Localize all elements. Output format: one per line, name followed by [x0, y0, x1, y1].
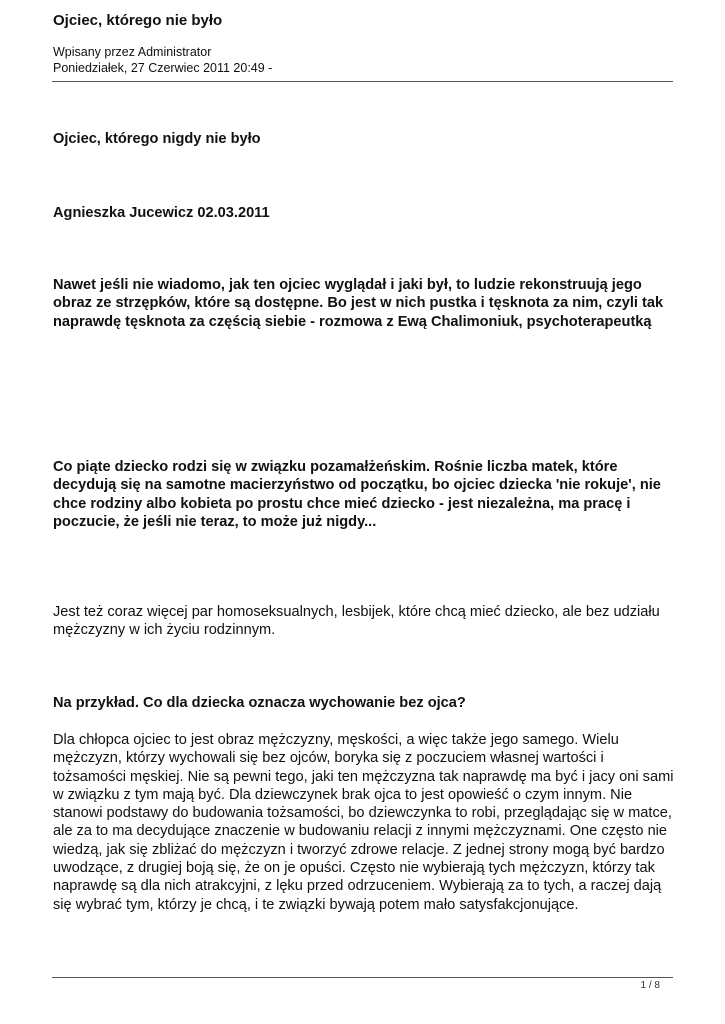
article-meta — [53, 44, 272, 76]
interview-question-2: Na przykład. Co dla dziecka oznacza wychowanie bez ojca? — [53, 695, 466, 711]
article-byline: Agnieszka Jucewicz 02.03.2011 — [53, 205, 270, 221]
footer-divider — [52, 977, 673, 978]
page-number: 1 / 8 — [640, 980, 660, 991]
date-line: Poniedziałek, 27 Czerwiec 2011 20:49 - — [53, 61, 273, 75]
article-lead: Nawet jeśli nie wiadomo, jak ten ojciec wyglądał i jaki był, to ludzie rekonstruują jego obraz ze strzępków, które są dostępne. Bo jest w nich pustka i tęsknota za nim, czyli tak naprawdę tęsknota za częścią siebie - rozmowa z Ewą Chalimoniuk, psychoterapeutką — [53, 277, 664, 330]
article-heading: Ojciec, którego nigdy nie było — [53, 131, 261, 147]
paragraph-1: Jest też coraz więcej par homoseksualnych, lesbijek, które chcą mieć dziecko, ale bez udziału mężczyzny w ich życiu rodzinnym. — [53, 604, 660, 639]
header-divider — [52, 81, 673, 82]
page-title: Ojciec, którego nie było — [53, 12, 223, 29]
answer-paragraph-2: Dla chłopca ojciec to jest obraz mężczyzny, męskości, a więc także jego samego. Wielu mężczyzn, którzy wychowali się bez ojców, boryka się z poczuciem własnej wartości i tożsamości męskiej. Nie są pewni tego, jaki ten mężczyzna tak naprawdę ma być i jacy oni sami w związku z tym mają być. Dla dziewczynek brak ojca to jest opowieść o czym innym. Nie stanowi podstawy do budowania tożsamości, bo dziewczynka to robi, przeglądając się w matce, ale za to ma decydujące znaczenie w budowaniu relacji z innymi mężczyznami. One często nie wiedzą, jak się zbliżać do mężczyzn i tworzyć zdrowe relacje. Z jednej strony mogą być bardzo uwodzące, z drugiej boją się, że on je opuści. Często nie wybierają tych mężczyzn, którzy tak naprawdę są dla nich atrakcyjni, z lęku przed odrzuceniem. Wybierają za to tych, a raczej dają się wybrać tym, którzy je chcą, i te związki bywają potem mało satysfakcjonujące. — [53, 732, 674, 913]
interview-question-1: Co piąte dziecko rodzi się w związku pozamałżeńskim. Rośnie liczba matek, które decydują się na samotne macierzyństwo od początku, bo ojciec dziecka 'nie rokuje', nie chce rodziny albo kobieta po prostu chce mieć dziecko - jest niezależna, ma pracę i poczucie, że jeśli nie teraz, to może już nigdy... — [53, 459, 661, 530]
author-line: Wpisany przez Administrator — [53, 45, 212, 59]
